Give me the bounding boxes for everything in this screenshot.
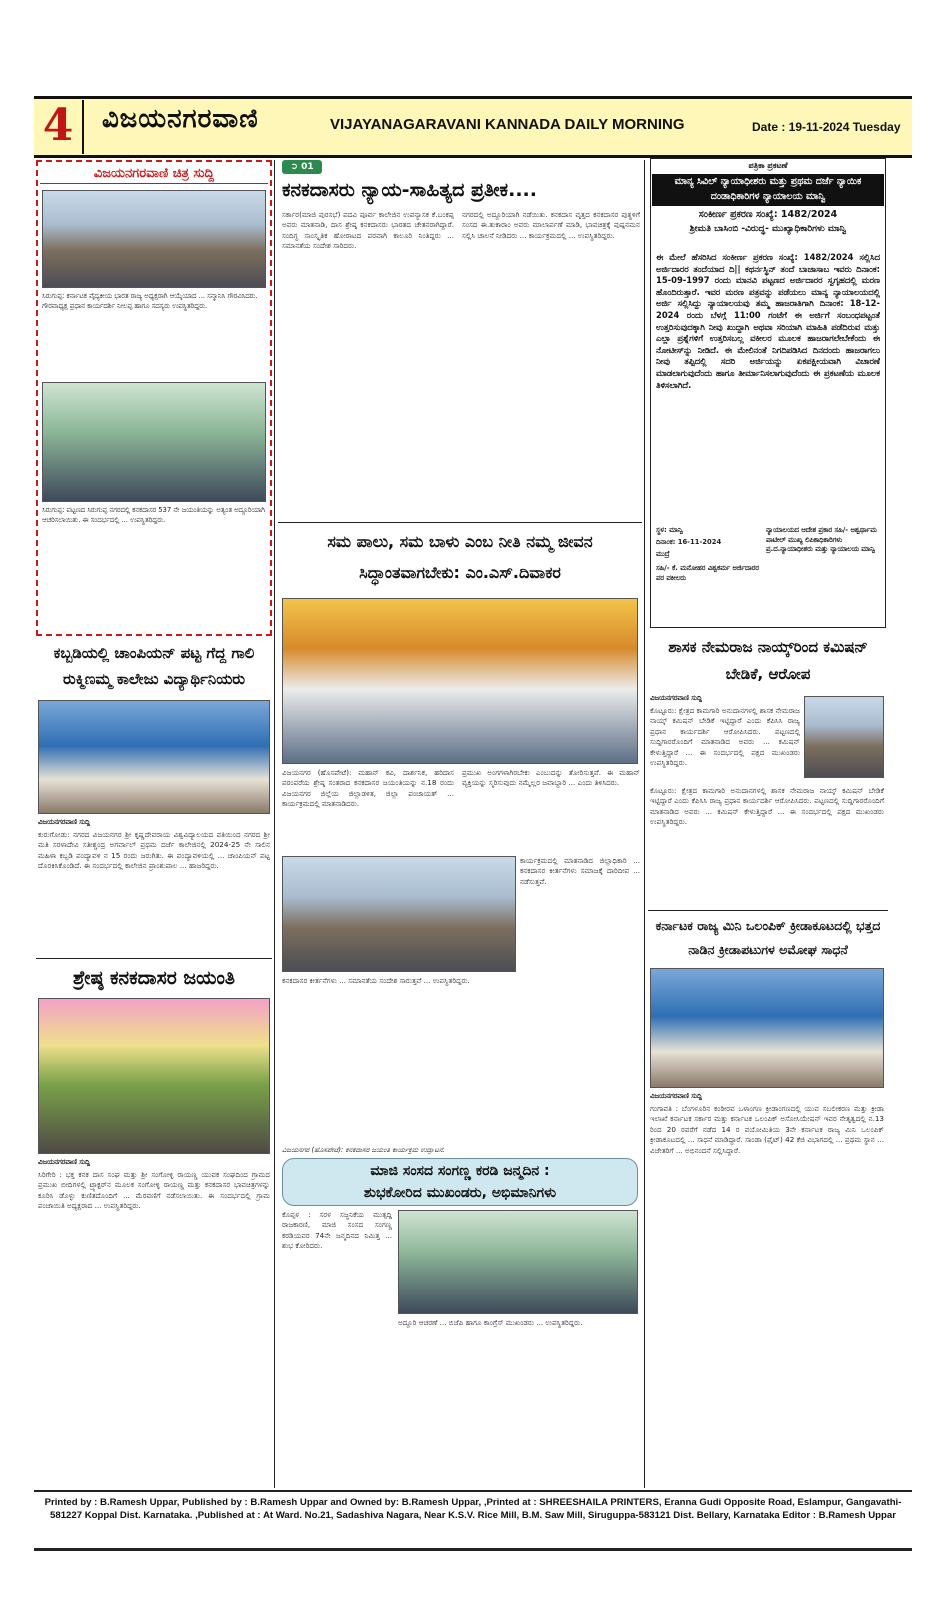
notice-sign-right: ನ್ಯಾಯಾಲಯದ ಆದೇಶ ಪ್ರಕಾರ ಸಹಿ/- ಅಶ್ವರ್ಥಾಮ ಪಾಟೀಲ್ ಮುಖ್ಯ ಲಿಪಿಕಾಧಿಕಾರಿಗಳು ಪ್ರ.ದ.ನ್ಯಾಯಾಧೀಶರು ಮತ್ತು ನ್ಯಾಯಾಲಯ ಮಾನ್ವಿ: [766, 526, 877, 554]
left-divider: [36, 958, 272, 959]
kanaka-text: ಸಿರಿಗೇರಿ : ಭಕ್ತ ಕನಕ ದಾಸ ಸಂಘ ಮತ್ತು ಶ್ರೀ ಸಂಗೋಳ್ಳಿ ರಾಯಣ್ಣ ಯುವಕ ಸಂಘದಿಂದ ಗ್ರಾಮದ ಪ್ರಮುಖ ಬೀದಿಗಳಲ್ಲಿ ಟ್ರ್ಯಾಕ್ಟರ್‌ನ ಮೂಲಕ ಸಂಗೋಳ್ಳಿ ರಾಯಣ್ಣ ಮತ್ತು ಕನಕದಾಸರ ಭಾವಚಿತ್ರಗಳನ್ನು ಕೂರಿಸಿ ಡೊಳ್ಳು ಕುಣಿತದೊಂದಿಗೆ ... ಮೆರವಣಿಗೆ ನಡೆಸಲಾಯಿತು. ಈ ಸಂದರ್ಭದಲ್ಲಿ ಗ್ರಾಮ ಪಂಚಾಯಿತಿ ಅಧ್ಯಕ್ಷರಾದ ... ಉಪಸ್ಥಿತರಿದ್ದರು.: [38, 1170, 270, 1211]
olympic-headline: ಕರ್ನಾಟಕ ರಾಜ್ಯ ಮಿನಿ ಒಲಂಪಿಕ್ ಕ್ರೀಡಾಕೂಟದಲ್ಲಿ ಭತ್ತದ ನಾಡಿನ ಕ್ರೀಡಾಪಟುಗಳ ಅಮೋಘ ಸಾಧನೆ: [655, 918, 881, 957]
mp-text-b: ಅದ್ದೂರಿ ಆಚರಣೆ ... ಬಿಜೆಪಿ ಹಾಗೂ ಕಾಂಗ್ರೆಸ್ ಮುಖಂಡರು ... ಉಪಸ್ಥಿತರಿದ್ದರು.: [398, 1318, 583, 1327]
notice-place: ಸ್ಥಳ: ಮಾನ್ವಿ: [656, 526, 683, 534]
mp-text-a: ಕೊಪ್ಪಳ : ಸರಳ ಸಜ್ಜನಿಕೆಯ ಮುತ್ಸದ್ದಿ ರಾಜಕಾರಣಿ, ಮಾಜಿ ಸಂಸದ ಸಂಗಣ್ಣ ಕರಡಿಯವರ 74ನೇ ಜನ್ಮದಿನದ ನಿಮಿತ್ತ ... ಶುಭ ಕೋರಿದರು.: [282, 1210, 392, 1251]
footer-rule: [34, 1490, 912, 1492]
kanaka-photo: [38, 998, 270, 1154]
main-headline: ಕನಕದಾಸರು ನ್ಯಾಯ-ಸಾಹಿತ್ಯದ ಪ್ರತೀಕ....: [282, 179, 537, 201]
olympic-text: ಗಂಗಾವತಿ : ಬೆಂಗಳೂರಿನ ಕಂಠೀರವ ಒಳಾಂಗಣ ಕ್ರೀಡಾಂಗಣದಲ್ಲಿ ಯುವ ಸಬಲೀಕರಣ ಮತ್ತು ಕ್ರೀಡಾ ಇಲಾಖೆ ಕರ್ನಾಟಕ ಸರ್ಕಾರ ಮತ್ತು ಕರ್ನಾಟಕ ಒಲಂಪಿಕ್ ಅಸೋಸಿಯೇಷನ್ ಇವರ ನೇತೃತ್ವದಲ್ಲಿ ನ.13 ರಿಂದ 20 ರವರೆಗೆ ನಡೆದ 14 ರ ವಯೋಮಿತಿಯ 3ನೇ ಕರ್ನಾಟಕ ರಾಜ್ಯ ಮಿನಿ ಒಲಂಪಿಕ್ ಕ್ರೀಡಾಕೂಟದಲ್ಲಿ ... ಸಾಧನೆ ಮಾಡಿದ್ದಾರೆ. ಸಾಂಡಾ (ಫೈಟ್) 42 ಕೆಜಿ ವಿಭಾಗದಲ್ಲಿ ... ಪ್ರಥಮ ಸ್ಥಾನ ... ವಿಜೇತರಿಗೆ ... ಅಭಿನಂದನೆ ಸಲ್ಲಿಸಿದ್ದಾರೆ.: [650, 1104, 884, 1155]
mp-headline-2: ಶುಭಕೋರಿದ ಮುಖಂಡರು, ಅಭಿಮಾನಿಗಳು: [363, 1185, 557, 1201]
sama-text-c: ಕಾರ್ಯಕ್ರಮದಲ್ಲಿ ಮಾತನಾಡಿದ ಜಿಲ್ಲಾಧಿಕಾರಿ ... ಕನಕದಾಸರ ಕೀರ್ತನೆಗಳು ಸಮಾಜಕ್ಕೆ ದಾರಿದೀಪ ... ನಡೆಸುತ್ತವೆ.: [520, 856, 640, 886]
center-divider-1: [278, 522, 642, 523]
notice-label: ಪತ್ರಿಕಾ ಪ್ರಕಟಣೆ: [748, 161, 788, 170]
page-number: 4: [42, 100, 74, 151]
right-divider: [648, 910, 888, 911]
masthead-divider: [82, 100, 84, 154]
notice-title: ಮಾನ್ಯ ಸಿವಿಲ್ ನ್ಯಾಯಾಧೀಶರು ಮತ್ತು ಪ್ರಥಮ ದರ್ಜೆ ನ್ಯಾಯಿಕ ದಂಡಾಧಿಕಾರಿಗಳ ನ್ಯಾಯಾಲಯ ಮಾನ್ವಿ: [652, 174, 884, 206]
paper-name-english: VIJAYANAGARAVANI KANNADA DAILY MORNING: [330, 116, 685, 133]
chitra-caption-2: ಸಿರುಗುಪ್ಪ: ಪಟ್ಟಣದ ಸಿರುಗುಪ್ಪ ನಗರದಲ್ಲಿ ಕನಕದಾಸರ 537 ನೇ ಜಯಂತಿಯನ್ನು ಅತ್ಯಂತ ಅದ್ದೂರಿಯಾಗಿ ಆಚರಿಸಲಾಯಿತು. ಈ ಸಂದರ್ಭದಲ್ಲಿ ... ಉಪಸ್ಥಿತರಿದ್ದರು.: [42, 506, 265, 524]
kanaka-byline: ವಿಜಯನಗರವಾಣಿ ಸುದ್ದಿ: [38, 1158, 91, 1166]
olympic-photo: [650, 968, 884, 1088]
paper-name-kannada: ವಿಜಯನಗರವಾಣಿ: [102, 104, 259, 134]
mla-byline: ವಿಜಯನಗರವಾಣಿ ಸುದ್ದಿ: [650, 694, 703, 702]
mla-headline: ಶಾಸಕ ನೇಮರಾಜ ನಾಯ್ಕ್‌ರಿಂದ ಕಮಿಷನ್ ಬೇಡಿಕೆ, ಆರೋಪ: [668, 638, 868, 683]
olympic-byline: ವಿಜಯನಗರವಾಣಿ ಸುದ್ದಿ: [650, 1092, 703, 1100]
kabaddi-byline: ವಿಜಯನಗರವಾಣಿ ಸುದ್ದಿ: [38, 818, 91, 826]
mp-headline-1: ಮಾಜಿ ಸಂಸದ ಸಂಗಣ್ಣ ಕರಡಿ ಜನ್ಮದಿನ :: [370, 1163, 550, 1179]
jump-label: ➲ 01: [282, 160, 322, 174]
sama-headline: ಸಮ ಪಾಲು, ಸಮ ಬಾಳು ಎಂಬ ನೀತಿ ನಮ್ಮ ಜೀವನ ಸಿದ್ಧಾಂತವಾಗಬೇಕು: ಎಂ.ಎಸ್.ದಿವಾಕರ: [327, 532, 593, 582]
notice-body: ಈ ಮೇಲೆ ಹೆಸರಿಸಿದ ಸಂಕೀರ್ಣ ಪ್ರಕರಣ ಸಂಖ್ಯೆ: 1482/2024 ಸಲ್ಲಿಸಿದ ಅರ್ಜಿದಾರರ ತಂದೆಯಾದ ದಿ|| ಕಥರ್ನಸ್ಥಿನ್ ತಂದೆ ಬಾಜಾಸಾಬ ಇವರು ದಿನಾಂಕ: 15-09-1997 ರಂದು ಮಾನವಿ ಪಟ್ಟಣದ ಅರ್ಜಿದಾರರ ಸ್ವಗೃಹದಲ್ಲಿ ಮರಣ ಹೊಂದಿರುತ್ತಾರೆ. ಇವರ ಮರಣ ಪತ್ರವನ್ನು ಪಡೆಯಲು ಮಾನ್ಯ ನ್ಯಾಯಾಲಯದಲ್ಲಿ ಅರ್ಜಿ ಸಲ್ಲಿಸಿದ್ದು ನ್ಯಾಯಾಲಯವು ತಮ್ಮ ಹಾಜರಾತಿಗಾಗಿ ದಿನಾಂಕ: 18-12-2024 ರಂದು ಬೆಳಗ್ಗೆ 11:00 ಗಂಟೆಗೆ ಈ ಅರ್ಜಿಗೆ ಸಂಬಂಧಪಟ್ಟಂತೆ ಉತ್ತರಿಸುವುದಕ್ಕಾಗಿ ನೀವು ಖುದ್ದಾಗಿ ಅಥವಾ ಸರಿಯಾಗಿ ಮಾಹಿತಿ ಪಡೆದಿರುವ ಮತ್ತು ಎಲ್ಲಾ ಪ್ರಶ್ನೆಗಳಿಗೆ ಉತ್ತರಿಸಬಲ್ಲ ವಕೀಲರ ಮೂಲಕ ಹಾಜರಾಗಲೇಬೇಕೆಂದು ಈ ನೋಟೀಸ್‌ನ್ನು ನೀಡಿದೆ. ಈ ಮೇಲಿನಂತೆ ನಿಗದಿಪಡಿಸಿದ ದಿನದಂದು ಹಾಜರಾಗಲು ನೀವು ತಪ್ಪಿದಲ್ಲಿ ಸದರಿ ಅರ್ಜಿಯನ್ನು ಏಕಪಕ್ಷೀಯವಾಗಿ ವಿಚಾರಣೆ ಮಾಡಲಾಗುವುದೆಂದು ಹಾಗೂ ತೀರ್ಮಾನಿಸಲಾಗುವುದೆಂದು ಈ ಪ್ರಕಟಣೆಯ ಮೂಲಕ ತಿಳಿಸಲಾಗಿದೆ.: [656, 252, 880, 390]
sama-photo-2: [282, 856, 516, 972]
mp-photo: [398, 1210, 638, 1314]
bottom-rule: [34, 1548, 912, 1551]
mla-photo: [804, 696, 884, 778]
notice-parties: ಶ್ರೀಮತಿ ಬಾಸಿಂಬಿ -ವಿರುದ್ಧ- ಮುಖ್ಯಾಧಿಕಾರಿಗಳು ಮಾನ್ವಿ: [689, 224, 847, 234]
notice-case: ಸಂಕೀರ್ಣ ಪ್ರಕರಣ ಸಂಖ್ಯೆ: 1482/2024: [698, 209, 838, 220]
printer-line: Printed by : B.Ramesh Uppar, Published by : B.Ramesh Uppar and Owned by: B.Ramesh Uppar, ,Printed at : SHREESHAILA PRINTERS, Eranna Gudi Opposite Road, Eslampur, Gangavathi-581227 Koppal Dist. Karnataka. ,Published at : At Ward. No.21, Sadashiva Nagara, Near K.S.V. Rice Mill, B.M. Saw Mill, Siruguppa-583121 Dist. Bellary, Karnataka Editor : B.Ramesh Uppar: [44, 1497, 902, 1521]
chitra-photo-2: [42, 382, 266, 502]
main-text-a: ಸರ್ಕಾರ(ಮಾಜಿ ಪುರಸಭೆ) ಪದವಿ ಪೂರ್ವ ಕಾಲೇಜಿನ ಉಪನ್ಯಾಸಕ ಕೆ.ಬಂಕಪ್ಪ ಅವರು ಮಾತನಾಡಿ, ದಾಸ ಶ್ರೇಷ್ಠ ಕನಕದಾಸರು ಭಾರತದ ಚೇತನರಾಗಿದ್ದಾರೆ. ಸಂದಿಗ್ಧ ಸಾಂಸ್ಕೃತಿಕ ಹೋರಾಟದ ಪರವಾಗಿ ಕಾಲೂರಿ ನಿಂತಿದ್ದರು ... ಸಮಾನತೆಯ ಸಂದೇಶ ಸಾರಿದರು.: [282, 210, 454, 251]
chitra-photo-1: [42, 190, 266, 288]
sama-text-b: ಪ್ರಮುಖ ಅಂಗಗಳಾಗಿರಬೇಕು ಎಂಬುದನ್ನು ತೋರಿಸುತ್ತವೆ. ಈ ಮಹಾನ್ ವ್ಯಕ್ತಿಯನ್ನು ಸ್ಮರಿಸುವುದು ನಮ್ಮೆಲ್ಲರ ಜವಾಬ್ದಾರಿ ... ಎಂದು ತಿಳಿಸಿದರು.: [462, 768, 640, 788]
notice-date: ದಿನಾಂಕ: 16-11-2024: [656, 538, 722, 546]
main-text-b: ನಗರದಲ್ಲಿ ಅದ್ದೂರಿಯಾಗಿ ನಡೆಯಿತು. ಕನಕದಾಸ ವೃತ್ತದ ಕನಕದಾಸರ ಪುತ್ಥಳಿಗೆ ಸಂಸದ ಈ.ತುಕಾರಾಂ ಅವರು ಮಾಲಾರ್ಪಣೆ ಮಾಡಿ, ಭಾವಚಿತ್ರಕ್ಕೆ ಪುಷ್ಪನಮನ ಸಲ್ಲಿಸಿ ಚಾಲನೆ ನೀಡಿದರು ... ಕಾರ್ಯಕ್ರಮದಲ್ಲಿ ... ಉಪಸ್ಥಿತರಿದ್ದರು.: [462, 210, 640, 240]
notice-seal: ಮುದ್ರೆ: [656, 550, 670, 558]
mla-text: ಕೊಟ್ಟೂರು: ಕ್ಷೇತ್ರದ ಕಾಮಗಾರಿ ಅನುದಾನಗಳಲ್ಲಿ ಶಾಸಕ ನೇಮರಾಜ ನಾಯ್ಕ್ ಕಮಿಷನ್ ಬೇಡಿಕೆ ಇಟ್ಟಿದ್ದಾರೆ ಎಂದು ಕೆಪಿಸಿಸಿ ರಾಜ್ಯ ಪ್ರಧಾನ ಕಾರ್ಯದರ್ಶಿ ಆರೋಪಿಸಿದರು. ಪಟ್ಟಣದಲ್ಲಿ ಸುದ್ದಿಗಾರರೊಂದಿಗೆ ಮಾತನಾಡಿದ ಅವರು ... ಕಮಿಷನ್ ಕೇಳುತ್ತಿದ್ದಾರೆ ... ಈ ಸಂದರ್ಭದಲ್ಲಿ ಪಕ್ಷದ ಮುಖಂಡರು ಉಪಸ್ಥಿತರಿದ್ದರು.: [650, 786, 884, 827]
kabaddi-photo: [38, 700, 270, 814]
mla-text-top: ಕೊಟ್ಟೂರು: ಕ್ಷೇತ್ರದ ಕಾಮಗಾರಿ ಅನುದಾನಗಳಲ್ಲಿ ಶಾಸಕ ನೇಮರಾಜ ನಾಯ್ಕ್ ಕಮಿಷನ್ ಬೇಡಿಕೆ ಇಟ್ಟಿದ್ದಾರೆ ಎಂದು ಕೆಪಿಸಿಸಿ ರಾಜ್ಯ ಪ್ರಧಾನ ಕಾರ್ಯದರ್ಶಿ ಆರೋಪಿಸಿದರು. ಪಟ್ಟಣದಲ್ಲಿ ಸುದ್ದಿಗಾರರೊಂದಿಗೆ ಮಾತನಾಡಿದ ಅವರು ... ಕಮಿಷನ್ ಕೇಳುತ್ತಿದ್ದಾರೆ ... ಈ ಸಂದರ್ಭದಲ್ಲಿ ಪಕ್ಷದ ಮುಖಂಡರು ಉಪಸ್ಥಿತರಿದ್ದರು.: [650, 706, 800, 768]
sama-text-a: ವಿಜಯನಗರ (ಹೊಸಪೇಟೆ): ಮಹಾನ್ ಕವಿ, ದಾರ್ಶನಿಕ, ಹರಿದಾಸ ಪರಂಪರೆಯ ಶ್ರೇಷ್ಠ ಸಂತರಾದ ಕನಕದಾಸರ ಜಯಂತಿಯನ್ನು ನ.18 ರಂದು ವಿಜಯನಗರ ಜಿಲ್ಲೆಯ ಜಿಲ್ಲಾಡಳಿತ, ಜಿಲ್ಲಾ ಪಂಚಾಯತ್ ... ಕಾರ್ಯಕ್ರಮದಲ್ಲಿ ಮಾತನಾಡಿದರು.: [282, 768, 454, 809]
kabaddi-headline: ಕಬ್ಬಡಿಯಲ್ಲಿ ಚಾಂಪಿಯನ್ ಪಟ್ಟ ಗೆದ್ದ ಗಾಲಿ ರುಕ್ಮಿಣಮ್ಮ ಕಾಲೇಜು ವಿದ್ಯಾರ್ಥಿನಿಯರು: [53, 644, 255, 688]
sama-photo-1: [282, 598, 638, 764]
notice-sign-left: ಸಹಿ/- ಕೆ. ಮನೋಹರ ವಿಶ್ವಕರ್ಮ ಅರ್ಜಿದಾರರ ಪರ ವಕೀಲರು: [656, 564, 759, 582]
sama-text-d: ಕನಕದಾಸರ ಕೀರ್ತನೆಗಳು ... ಸಮಾನತೆಯ ಸಂದೇಶ ಸಾರುತ್ತವೆ ... ಉಪಸ್ಥಿತರಿದ್ದರು.: [282, 976, 470, 985]
sama-caption: ವಿಜಯನಗರ (ಹೊಸಪೇಟೆ): ಕನಕದಾಸರ ಜಯಂತಿ ಕಾರ್ಯಕ್ರಮ ಉದ್ಘಾಟನೆ.: [282, 1146, 446, 1154]
kanaka-headline: ಶ್ರೇಷ್ಠ ಕನಕದಾಸರ ಜಯಂತಿ: [73, 967, 235, 989]
chitra-suddi-heading: ವಿಜಯನಗರವಾಣಿ ಚಿತ್ರ ಸುದ್ದಿ: [40, 164, 268, 184]
chitra-caption-1: ಸಿರುಗುಪ್ಪ: ಕರ್ನಾಟಕ ವೈದ್ಯಕೀಯ ಭಾರತ ರಾಜ್ಯ ಅಧ್ಯಕ್ಷರಾಗಿ ಆಯ್ಕೆಯಾದ ... ಸನ್ಮಾನಿಸಿ ಗೌರವಿಸಿದರು. ಗೌರವಾಧ್ಯಕ್ಷ ಪ್ರಧಾನ ಕಾರ್ಯದರ್ಶಿ ನೀಲಪ್ಪ ಹಾಗೂ ಸದಸ್ಯರು ಉಪಸ್ಥಿತರಿದ್ದರು.: [42, 292, 258, 310]
kabaddi-text: ಕುರುಗೋಡು: ನಗರದ ವಿಜಯನಗರ ಶ್ರೀ ಕೃಷ್ಣದೇವರಾಯ ವಿಶ್ವವಿದ್ಯಾಲಯದ ವತಿಯಿಂದ ನಗರದ ಶ್ರೀ ಮತಿ ಸರಳಾದೇವಿ ಸತೀಶ್ಚಂದ್ರ ಅಗರ್ವಾಲ್ ಪ್ರಥಮ ದರ್ಜೆ ಕಾಲೇಜಿನಲ್ಲಿ 2024-25 ನೇ ಸಾಲಿನ ಮಹಿಳಾ ಕಬ್ಬಡಿ ಪಂದ್ಯಾವಳಿ ನ 15 ರಂದು ಜರುಗಿತು. ಈ ಪಂದ್ಯಾವಳಿಯಲ್ಲಿ ... ಚಾಂಪಿಯನ್ ಪಟ್ಟ ದೊರಕಿಸಿಕೊಂಡಿದೆ. ಈ ಸಂದರ್ಭದಲ್ಲಿ ಕಾಲೇಜಿನ ಪ್ರಾಂಶುಪಾಲ ... ಹಾಜರಿದ್ದರು.: [38, 830, 270, 871]
column-rule-right: [644, 160, 645, 1488]
column-rule-left: [274, 160, 275, 1488]
issue-date: Date : 19-11-2024 Tuesday: [752, 120, 901, 134]
